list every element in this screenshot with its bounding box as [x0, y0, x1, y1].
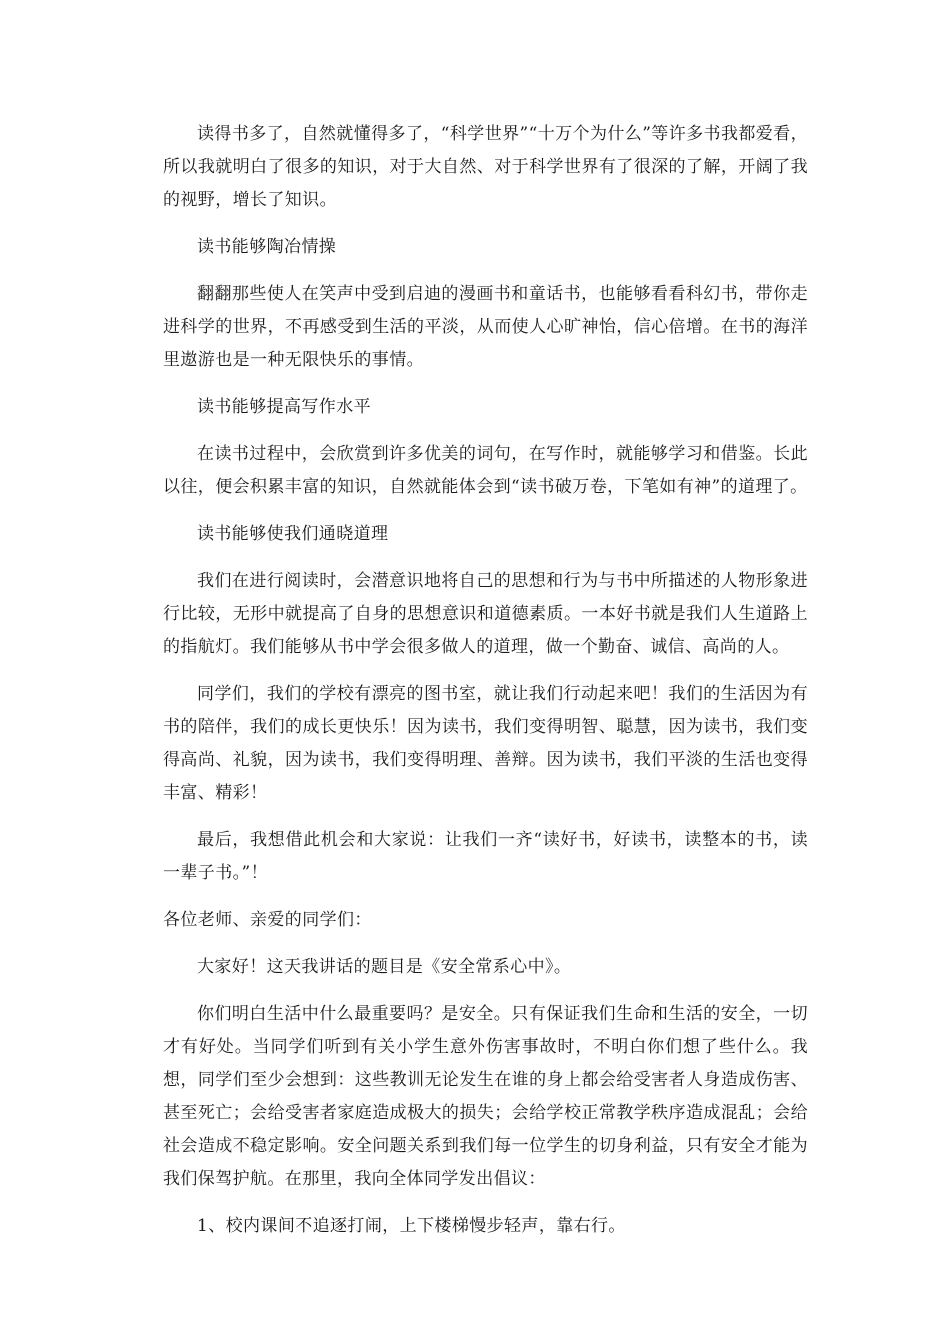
paragraph-reason: 我们在进行阅读时，会潜意识地将自己的思想和行为与书中所描述的人物形象进行比较，无形中就提高了自身的思想意识和道德素质。一本好书就是我们人生道路上的指航灯。我们能够从书中学会很多做人的道理，做一个勤奋、诚信、高尚的人。: [163, 571, 808, 657]
list-item-safety-1: 1、校内课间不追逐打闹，上下楼梯慢步轻声，靠右行。: [197, 1216, 626, 1236]
paragraph-closing: 最后，我想借此机会和大家说：让我们一齐“读好书，好读书，读整本的书，读一辈子书。”！: [163, 830, 808, 883]
salutation: 各位老师、亲爱的同学们：: [163, 910, 372, 930]
document-page: [163, 118, 808, 1257]
heading-understand-reason: 读书能够使我们通晓道理: [197, 524, 389, 544]
paragraph-writing: 在读书过程中，会欣赏到许多优美的词句，在写作时，就能够学习和借鉴。长此以往，便会积累丰富的知识，自然就能体会到“读书破万卷，下笔如有神”的道理了。: [163, 444, 808, 497]
paragraph-library: 同学们，我们的学校有漂亮的图书室，就让我们行动起来吧！我们的生活因为有书的陪伴，我们的成长更快乐！因为读书，我们变得明智、聪慧，因为读书，我们变得高尚、礼貌，因为读书，我们变得明理、善辩。因为读书，我们平淡的生活也变得丰富、精彩！: [163, 684, 808, 803]
paragraph-safety: 你们明白生活中什么最重要吗？是安全。只有保证我们生命和生活的安全，一切才有好处。当同学们听到有关小学生意外伤害事故时，不明白你们想了些什么。我想，同学们至少会想到：这些教训无论发生在谁的身上都会给受害者人身造成伤害、甚至死亡；会给受害者家庭造成极大的损失；会给学校正常教学秩序造成混乱；会给社会造成不稳定影响。安全问题关系到我们每一位学生的切身利益，只有安全才能为我们保驾护航。在那里，我向全体同学发出倡议：: [163, 1004, 808, 1189]
paragraph-reading-knowledge: 读得书多了，自然就懂得多了，“科学世界”“十万个为什么”等许多书我都爱看，所以我就明白了很多的知识，对于大自然、对于科学世界有了很深的了解，开阔了我的视野，增长了知识。: [163, 124, 808, 210]
speech-title-line: 大家好！这天我讲话的题目是《安全常系心中》。: [197, 957, 572, 977]
heading-writing-level: 读书能够提高写作水平: [197, 397, 371, 417]
heading-cultivate-sentiment: 读书能够陶冶情操: [197, 237, 337, 257]
paragraph-comic-books: 翻翻那些使人在笑声中受到启迪的漫画书和童话书，也能够看看科幻书，带你走进科学的世界，不再感受到生活的平淡，从而使人心旷神怡，信心倍增。在书的海洋里遨游也是一种无限快乐的事情。: [163, 284, 808, 370]
